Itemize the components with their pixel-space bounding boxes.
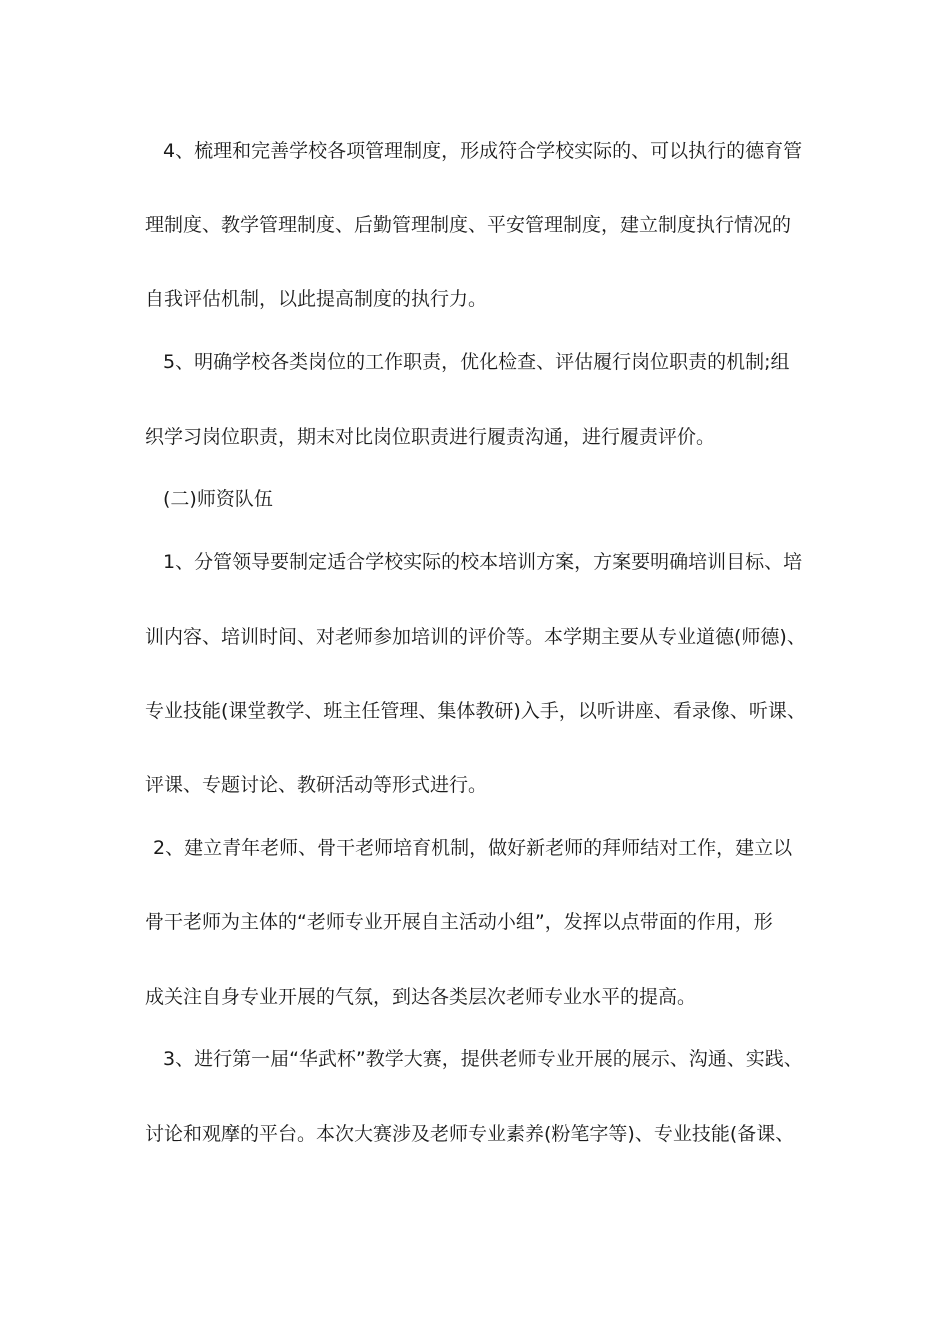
section-heading: (二)师资队伍 <box>163 488 273 510</box>
paragraph-line: 专业技能(课堂教学、班主任管理、集体教研)入手，以听讲座、看录像、听课、 <box>145 700 806 722</box>
paragraph-line: 4、梳理和完善学校各项管理制度，形成符合学校实际的、可以执行的德育管 <box>163 140 803 162</box>
paragraph-line: 2、建立青年老师、骨干老师培育机制，做好新老师的拜师结对工作，建立以 <box>153 837 793 859</box>
paragraph-line: 理制度、教学管理制度、后勤管理制度、平安管理制度，建立制度执行情况的 <box>145 214 792 236</box>
paragraph-line: 3、进行第一届“华武杯”教学大赛，提供老师专业开展的展示、沟通、实践、 <box>163 1048 803 1070</box>
paragraph-line: 1、分管领导要制定适合学校实际的校本培训方案，方案要明确培训目标、培 <box>163 551 803 573</box>
paragraph-line: 自我评估机制，以此提高制度的执行力。 <box>145 288 488 310</box>
paragraph-line: 织学习岗位职责，期末对比岗位职责进行履责沟通，进行履责评价。 <box>145 426 716 448</box>
paragraph-line: 骨干老师为主体的“老师专业开展自主活动小组”，发挥以点带面的作用，形 <box>145 911 773 933</box>
paragraph-line: 成关注自身专业开展的气氛，到达各类层次老师专业水平的提高。 <box>145 986 697 1008</box>
paragraph-line: 5、明确学校各类岗位的工作职责，优化检查、评估履行岗位职责的机制;组 <box>163 351 790 373</box>
paragraph-line: 讨论和观摩的平台。本次大赛涉及老师专业素养(粉笔字等)、专业技能(备课、 <box>145 1123 795 1145</box>
paragraph-line: 评课、专题讨论、教研活动等形式进行。 <box>145 774 488 796</box>
paragraph-line: 训内容、培训时间、对老师参加培训的评价等。本学期主要从专业道德(师德)、 <box>145 626 806 648</box>
